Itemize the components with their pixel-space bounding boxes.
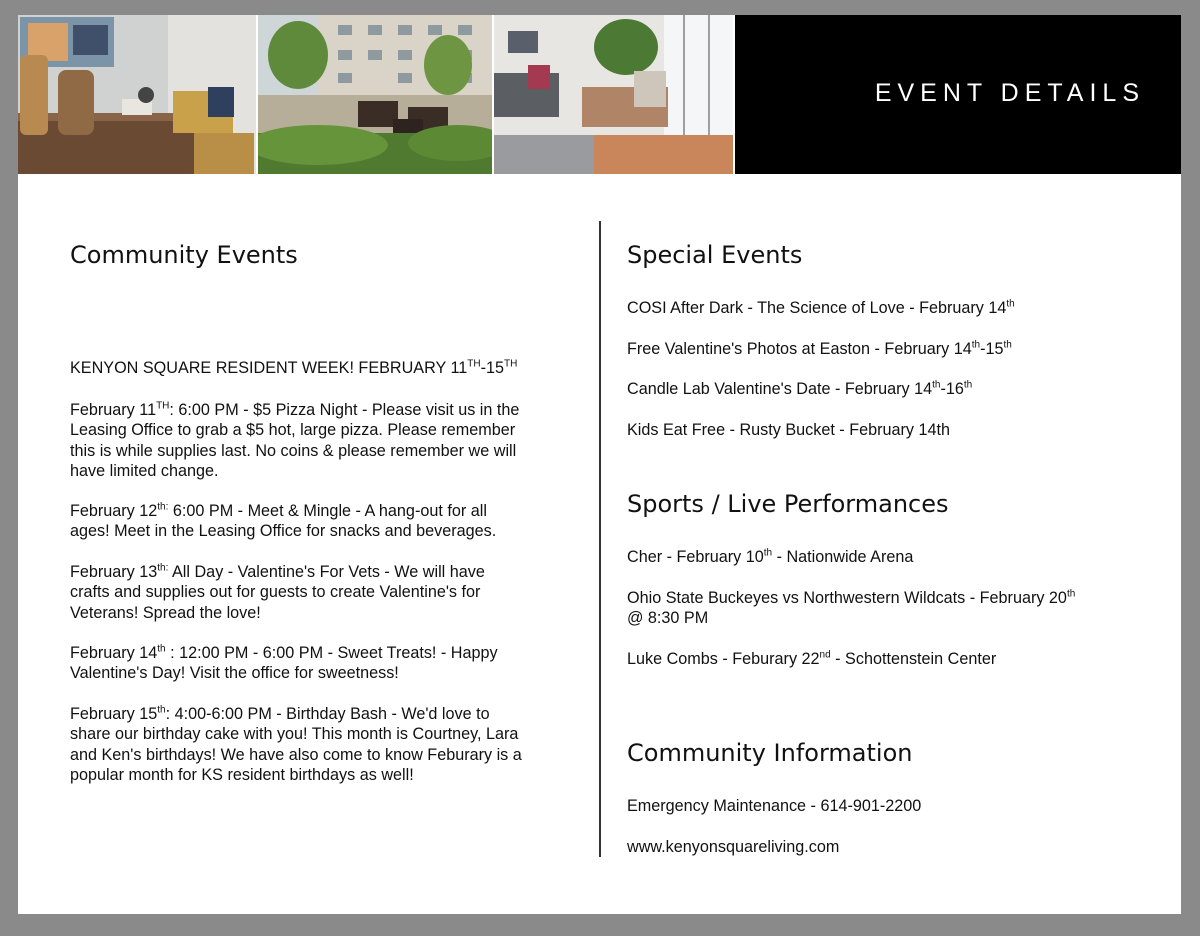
event-item-feb-14: February 14th : 12:00 PM - 6:00 PM - Sweet Treats! - Happy Valentine's Day! Visit the office for sweetness! <box>70 643 498 683</box>
special-event-item: Free Valentine's Photos at Easton - February 14th-15th <box>627 339 1012 358</box>
lounge-photo <box>494 15 733 174</box>
sports-item: Luke Combs - Feburary 22nd - Schottenstein Center <box>627 649 997 668</box>
flyer-page <box>18 15 1181 914</box>
special-event-item: Candle Lab Valentine's Date - February 14th-16th <box>627 379 973 398</box>
community-events-heading: Community Events <box>70 241 298 269</box>
website-link[interactable]: www.kenyonsquareliving.com <box>627 838 840 856</box>
sports-item: Cher - February 10th - Nationwide Arena <box>627 547 914 566</box>
living-room-photo <box>18 15 256 174</box>
resident-week-line: KENYON SQUARE RESIDENT WEEK! FEBRUARY 11TH-15TH <box>70 358 518 377</box>
event-details-block <box>735 15 1181 174</box>
banner-title: EVENT DETAILS <box>874 79 1145 107</box>
event-item-feb-13: February $13^{th:}$ All Day - Valentine's For Vets - We will have crafts and supplies out for guests to create Valentine's for Veterans! Spread the love! <box>70 562 485 622</box>
special-event-item: Kids Eat Free - Rusty Bucket - February 14th <box>627 421 950 439</box>
special-events-heading: Special Events <box>627 241 803 269</box>
courtyard-photo <box>258 15 492 174</box>
community-info-heading: Community Information <box>627 739 913 767</box>
column-divider <box>599 221 601 857</box>
event-item-feb-12: February $12^{th:}$ 6:00 PM - Meet & Mingle - A hang-out for all ages! Meet in the Leasing Office for snacks and beverages. <box>70 501 497 541</box>
special-event-item: COSI After Dark - The Science of Love - February 14th <box>627 298 1015 317</box>
event-item-feb-15: February 15th: 4:00-6:00 PM - Birthday Bash - We'd love to share our birthday cake with you! This month is Courtney, Lara and Ken's birthdays! We have also come to know Feburary is a popular month for KS resident birthdays as well! <box>70 704 522 784</box>
header-banner <box>18 15 1181 174</box>
sports-heading: Sports / Live Performances <box>627 490 949 518</box>
event-item-feb-11: February 11TH: 6:00 PM - $5 Pizza Night - Please visit us in the Leasing Office to grab a $5 hot, large pizza. Please remember this is while supplies last. No coins & please remember we will have limited change. <box>70 400 520 480</box>
sports-item: Ohio State Buckeyes vs Northwestern Wildcats - February 20th @ 8:30 PM <box>627 588 1076 628</box>
emergency-maintenance: Emergency Maintenance - 614-901-2200 <box>627 797 922 815</box>
